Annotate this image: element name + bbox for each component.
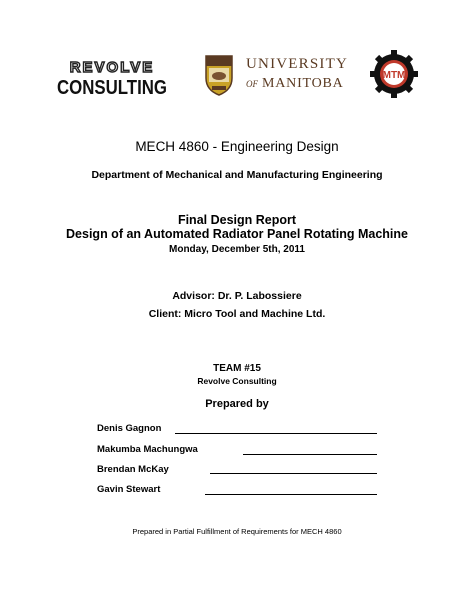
logo-mtm-text: MTM (382, 70, 406, 81)
signature-line (210, 473, 377, 474)
signature-line (175, 433, 377, 434)
department-name: Department of Mechanical and Manufacturing Engineering (91, 169, 383, 181)
signature-line (205, 494, 377, 495)
logo-of-text: OF (246, 79, 258, 89)
footer-note: Prepared in Partial Fulfillment of Requirements for MECH 4860 (132, 527, 342, 536)
revolve-consulting-logo (56, 58, 168, 98)
member-name: Brendan McKay (97, 464, 169, 475)
logo-revolve-text: REVOLVE (69, 59, 155, 76)
signature-line (243, 454, 377, 455)
logo-consulting-text: CONSULTING (57, 77, 167, 99)
member-name: Denis Gagnon (97, 423, 162, 434)
mtm-gear-logo (370, 50, 418, 98)
report-title: Design of an Automated Radiator Panel Rotating Machine (66, 227, 408, 241)
report-date: Monday, December 5th, 2011 (169, 244, 305, 255)
member-name: Makumba Machungwa (97, 444, 198, 455)
logo-university-text: UNIVERSITY (246, 56, 348, 72)
course-title: MECH 4860 - Engineering Design (135, 139, 339, 154)
logo-manitoba-text: MANITOBA (262, 76, 344, 91)
client-line: Client: Micro Tool and Machine Ltd. (148, 308, 326, 320)
logo-manitoba-line (246, 74, 344, 92)
team-number: TEAM #15 (213, 363, 261, 374)
member-name: Gavin Stewart (97, 484, 161, 495)
university-of-manitoba-logo (204, 52, 364, 98)
advisor-line: Advisor: Dr. P. Labossiere (172, 290, 302, 302)
team-company: Revolve Consulting (197, 376, 277, 386)
prepared-by-heading: Prepared by (205, 398, 269, 410)
report-type: Final Design Report (177, 213, 297, 227)
crest-icon (204, 52, 234, 96)
